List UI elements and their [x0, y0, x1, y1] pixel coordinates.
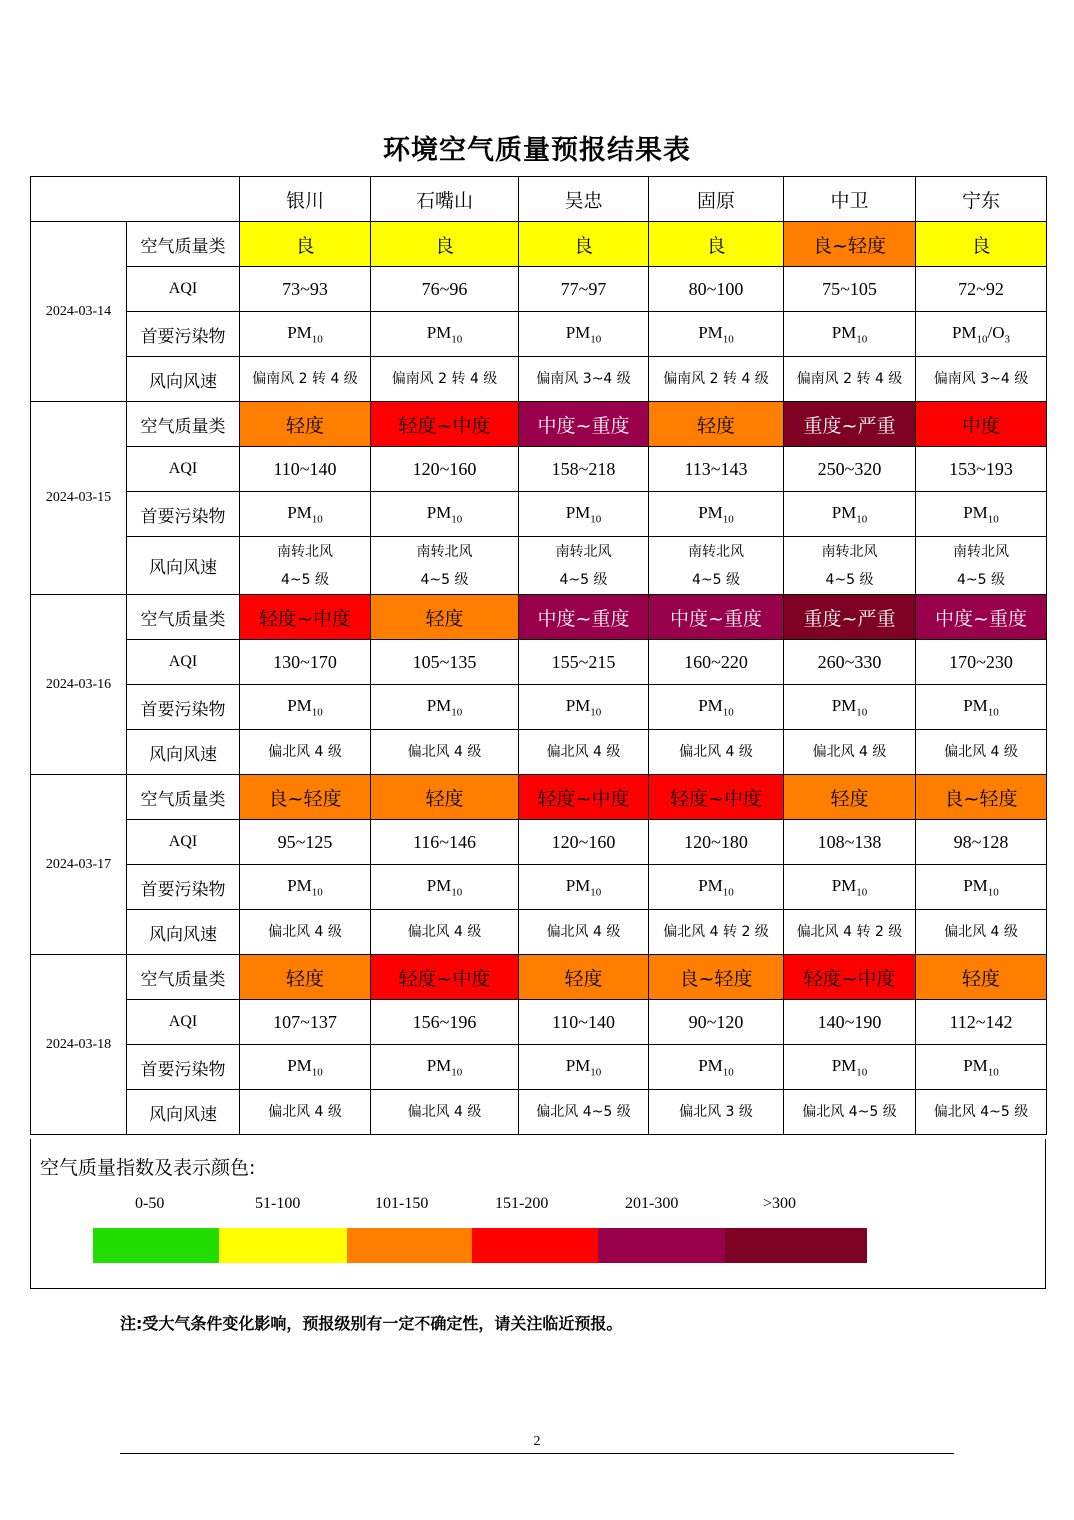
pollutant-main: PM — [951, 322, 977, 342]
pollutant-main: PM — [565, 695, 591, 715]
pollutant-main: PM — [426, 695, 452, 715]
aq-category-cell: 良 — [371, 222, 519, 267]
pollutant-cell — [519, 1045, 649, 1090]
wind-cell — [916, 730, 1047, 775]
aqi-range-cell: 112~142 — [916, 1000, 1047, 1045]
legend-range-label: 201-300 — [625, 1195, 679, 1212]
pollutant-main: PM — [426, 502, 452, 522]
wind-line: 偏北风 4 级 — [407, 744, 482, 760]
pollutant-row — [31, 685, 1047, 730]
pollutant-sub: 10 — [590, 513, 602, 526]
pollutant-main: PM — [287, 875, 312, 895]
header-row — [31, 177, 1047, 222]
aqi-range-cell: 140~190 — [784, 1000, 916, 1045]
pollutant-sub: 10 — [451, 1066, 463, 1079]
row-label-aqi: AQI — [127, 640, 240, 685]
wind-cell — [649, 357, 784, 402]
pollutant-main: PM — [831, 1055, 857, 1075]
aq-category-cell: 中度~重度 — [649, 595, 784, 640]
aqi-row — [31, 1000, 1047, 1045]
pollutant-sub: 10 — [311, 513, 323, 526]
pollutant-sub: 10 — [987, 1066, 999, 1079]
row-label-wind: 风向风速 — [127, 357, 240, 402]
pollutant-sub: 10 — [311, 1066, 323, 1079]
aq-category-cell: 中度~重度 — [519, 402, 649, 447]
row-label-wind: 风向风速 — [127, 537, 240, 595]
aqi-range-cell: 76~96 — [371, 267, 519, 312]
wind-line: 偏南风 2 转 4 级 — [391, 371, 498, 387]
aq-category-cell: 中度~重度 — [916, 595, 1047, 640]
aq-category-cell: 轻度 — [784, 775, 916, 820]
pollutant-cell — [519, 492, 649, 537]
aqi-range-cell: 130~170 — [240, 640, 371, 685]
pollutant-sub: 10 — [451, 886, 463, 899]
pollutant-cell — [784, 492, 916, 537]
wind-cell — [240, 357, 371, 402]
row-label-wind: 风向风速 — [127, 730, 240, 775]
wind-line: 偏北风 4~5 级 — [933, 1104, 1029, 1120]
wind-cell — [916, 910, 1047, 955]
wind-line: 偏北风 4 级 — [407, 1104, 482, 1120]
wind-line: 南转北风 — [277, 543, 333, 560]
aqi-range-cell: 110~140 — [519, 1000, 649, 1045]
pollutant-sub: 10 — [987, 706, 999, 719]
pollutant-cell — [784, 685, 916, 730]
pollutant-sub: 10 — [590, 706, 602, 719]
aq-category-cell: 中度~重度 — [519, 595, 649, 640]
wind-line: 偏北风 3 级 — [679, 1104, 753, 1120]
aqi-range-cell: 120~160 — [519, 820, 649, 865]
aqi-row — [31, 640, 1047, 685]
aqi-range-cell: 155~215 — [519, 640, 649, 685]
aq-category-cell: 良~轻度 — [784, 222, 916, 267]
pollutant-sub: 10 — [856, 513, 868, 526]
city-header: 中卫 — [784, 177, 916, 222]
row-label-pollutant: 首要污染物 — [127, 492, 240, 537]
wind-cell — [784, 537, 916, 595]
pollutant-main: PM — [565, 322, 591, 342]
pollutant-cell — [784, 865, 916, 910]
pollutant-sub2: 3 — [1004, 333, 1011, 346]
legend-title: 空气质量指数及表示颜色: — [40, 1157, 256, 1179]
aqi-legend — [30, 1139, 1046, 1289]
pollutant-cell — [916, 312, 1047, 357]
pollutant-cell — [916, 685, 1047, 730]
pollutant-sub: 10 — [856, 333, 868, 346]
aqi-range-cell: 156~196 — [371, 1000, 519, 1045]
wind-line: 偏北风 4 级 — [268, 924, 342, 940]
wind-row — [31, 1090, 1047, 1135]
pollutant-cell — [916, 492, 1047, 537]
pollutant-row — [31, 312, 1047, 357]
wind-cell — [371, 730, 519, 775]
pollutant-cell — [240, 312, 371, 357]
pollutant-row — [31, 1045, 1047, 1090]
city-header: 石嘴山 — [371, 177, 519, 222]
pollutant-sub: 10 — [856, 706, 868, 719]
wind-cell — [916, 537, 1047, 595]
aq-category-cell: 良~轻度 — [649, 955, 784, 1000]
pollutant-main: PM — [831, 695, 857, 715]
pollutant-row — [31, 865, 1047, 910]
pollutant-sub: 10 — [987, 886, 999, 899]
pollutant-sub: 10 — [722, 706, 734, 719]
pollutant-main: PM — [831, 875, 857, 895]
aq-category-cell: 轻度 — [519, 955, 649, 1000]
wind-line: 偏北风 4 级 — [546, 924, 621, 940]
aqi-range-cell: 77~97 — [519, 267, 649, 312]
aq-category-cell: 轻度 — [371, 595, 519, 640]
pollutant-sub: 10 — [311, 706, 323, 719]
wind-cell — [784, 730, 916, 775]
aqi-range-cell: 170~230 — [916, 640, 1047, 685]
aq-row — [31, 955, 1047, 1000]
aq-category-cell: 良 — [240, 222, 371, 267]
aq-category-cell: 轻度 — [916, 955, 1047, 1000]
pollutant-sub: 10 — [856, 886, 868, 899]
forecast-note: 注:受大气条件变化影响，预报级别有一定不确定性，请关注临近预报。 — [120, 1314, 623, 1333]
pollutant-cell — [371, 312, 519, 357]
pollutant-cell — [784, 312, 916, 357]
pollutant-cell — [649, 1045, 784, 1090]
footer-divider — [120, 1453, 954, 1454]
pollutant-cell — [519, 312, 649, 357]
wind-cell — [649, 1090, 784, 1135]
wind-line: 偏北风 4 级 — [546, 744, 621, 760]
forecast-date: 2024-03-18 — [31, 955, 127, 1135]
aqi-range-cell: 75~105 — [784, 267, 916, 312]
legend-range-label: 151-200 — [495, 1195, 549, 1212]
pollutant-main: PM — [963, 695, 988, 715]
pollutant-sub: 10 — [987, 513, 999, 526]
pollutant-cell — [519, 685, 649, 730]
forecast-date: 2024-03-14 — [31, 222, 127, 402]
row-label-pollutant: 首要污染物 — [127, 1045, 240, 1090]
row-label-aqi: AQI — [127, 267, 240, 312]
wind-cell — [519, 730, 649, 775]
wind-line: 偏北风 4 级 — [268, 744, 342, 760]
aq-category-cell: 中度 — [916, 402, 1047, 447]
pollutant-cell — [240, 865, 371, 910]
row-label-aq: 空气质量类 — [127, 222, 240, 267]
forecast-date: 2024-03-17 — [31, 775, 127, 955]
pollutant-rest: /O — [987, 322, 1005, 342]
aq-category-cell: 轻度~中度 — [519, 775, 649, 820]
pollutant-sub: 10 — [722, 886, 734, 899]
wind-line: 南转北风 — [953, 543, 1009, 560]
aqi-range-cell: 110~140 — [240, 447, 371, 492]
pollutant-sub: 10 — [590, 1066, 602, 1079]
legend-color-swatch — [725, 1228, 867, 1263]
page-number: 2 — [533, 1434, 541, 1449]
pollutant-sub: 10 — [722, 513, 734, 526]
pollutant-cell — [240, 492, 371, 537]
legend-color-swatch — [93, 1228, 219, 1263]
pollutant-main: PM — [287, 1055, 312, 1075]
wind-line: 偏北风 4 转 2 级 — [663, 924, 769, 940]
wind-cell — [371, 537, 519, 595]
row-label-aqi: AQI — [127, 1000, 240, 1045]
city-header: 宁东 — [916, 177, 1047, 222]
legend-color-swatch — [472, 1228, 598, 1263]
pollutant-main: PM — [831, 502, 857, 522]
pollutant-sub: 10 — [451, 333, 463, 346]
wind-cell — [784, 910, 916, 955]
row-label-pollutant: 首要污染物 — [127, 865, 240, 910]
aq-category-cell: 良 — [916, 222, 1047, 267]
pollutant-main: PM — [565, 1055, 591, 1075]
pollutant-sub: 10 — [590, 333, 602, 346]
wind-cell — [784, 357, 916, 402]
aqi-row — [31, 820, 1047, 865]
aqi-range-cell: 108~138 — [784, 820, 916, 865]
aqi-range-cell: 107~137 — [240, 1000, 371, 1045]
pollutant-sub: 10 — [856, 1066, 868, 1079]
pollutant-main: PM — [565, 875, 591, 895]
row-label-aq: 空气质量类 — [127, 595, 240, 640]
pollutant-main: PM — [287, 502, 312, 522]
wind-row — [31, 357, 1047, 402]
wind-line: 偏北风 4 转 2 级 — [796, 924, 903, 940]
wind-cell — [240, 537, 371, 595]
wind-cell — [371, 1090, 519, 1135]
pollutant-cell — [519, 865, 649, 910]
aqi-range-cell: 260~330 — [784, 640, 916, 685]
forecast-table — [30, 176, 1047, 1135]
aq-row — [31, 775, 1047, 820]
wind-line: 偏南风 2 转 4 级 — [252, 371, 358, 387]
wind-line: 4~5 级 — [692, 571, 740, 588]
pollutant-main: PM — [963, 875, 988, 895]
wind-line: 4~5 级 — [559, 571, 608, 588]
aq-category-cell: 重度~严重 — [784, 595, 916, 640]
pollutant-main: PM — [287, 322, 312, 342]
row-label-wind: 风向风速 — [127, 910, 240, 955]
wind-cell — [519, 357, 649, 402]
wind-line: 偏南风 2 转 4 级 — [663, 371, 769, 387]
pollutant-main: PM — [287, 695, 312, 715]
wind-line: 4~5 级 — [957, 571, 1005, 588]
wind-cell — [519, 910, 649, 955]
pollutant-cell — [916, 1045, 1047, 1090]
wind-line: 偏北风 4 级 — [944, 744, 1018, 760]
wind-line: 南转北风 — [416, 543, 473, 560]
wind-row — [31, 730, 1047, 775]
wind-line: 偏北风 4~5 级 — [802, 1104, 897, 1120]
wind-cell — [371, 357, 519, 402]
wind-row — [31, 537, 1047, 595]
pollutant-main: PM — [565, 502, 591, 522]
aq-row — [31, 595, 1047, 640]
pollutant-main: PM — [698, 502, 723, 522]
legend-color-swatch — [347, 1228, 472, 1263]
pollutant-cell — [649, 685, 784, 730]
wind-cell — [240, 730, 371, 775]
pollutant-cell — [649, 312, 784, 357]
city-header: 银川 — [240, 177, 371, 222]
legend-range-label: 51-100 — [255, 1195, 301, 1212]
aqi-range-cell: 95~125 — [240, 820, 371, 865]
legend-range-label: >300 — [763, 1195, 797, 1212]
aqi-range-cell: 98~128 — [916, 820, 1047, 865]
wind-line: 偏南风 3~4 级 — [933, 371, 1029, 387]
pollutant-sub: 10 — [590, 886, 602, 899]
aq-category-cell: 轻度~中度 — [649, 775, 784, 820]
pollutant-row — [31, 492, 1047, 537]
pollutant-cell — [240, 685, 371, 730]
aqi-range-cell: 153~193 — [916, 447, 1047, 492]
row-label-aq: 空气质量类 — [127, 402, 240, 447]
pollutant-cell — [240, 1045, 371, 1090]
row-label-pollutant: 首要污染物 — [127, 312, 240, 357]
pollutant-main: PM — [426, 1055, 452, 1075]
wind-cell — [240, 1090, 371, 1135]
aqi-range-cell: 113~143 — [649, 447, 784, 492]
legend-range-label: 0-50 — [135, 1195, 165, 1212]
pollutant-sub: 10 — [451, 706, 463, 719]
wind-line: 偏北风 4 级 — [268, 1104, 342, 1120]
pollutant-cell — [371, 492, 519, 537]
city-header: 固原 — [649, 177, 784, 222]
wind-cell — [916, 1090, 1047, 1135]
pollutant-sub: 10 — [311, 886, 323, 899]
aq-category-cell: 良~轻度 — [240, 775, 371, 820]
aq-category-cell: 轻度 — [371, 775, 519, 820]
pollutant-main: PM — [963, 502, 988, 522]
aqi-range-cell: 120~180 — [649, 820, 784, 865]
wind-cell — [916, 357, 1047, 402]
aqi-range-cell: 105~135 — [371, 640, 519, 685]
aqi-range-cell: 160~220 — [649, 640, 784, 685]
wind-cell — [784, 1090, 916, 1135]
wind-line: 南转北风 — [688, 543, 744, 560]
pollutant-sub: 10 — [976, 333, 988, 346]
aq-category-cell: 良 — [649, 222, 784, 267]
pollutant-main: PM — [698, 875, 723, 895]
pollutant-sub: 10 — [311, 333, 323, 346]
pollutant-main: PM — [698, 695, 723, 715]
aq-category-cell: 良~轻度 — [916, 775, 1047, 820]
wind-cell — [649, 910, 784, 955]
aq-category-cell: 轻度 — [240, 955, 371, 1000]
wind-line: 偏南风 2 转 4 级 — [796, 371, 903, 387]
wind-row — [31, 910, 1047, 955]
aq-category-cell: 重度~严重 — [784, 402, 916, 447]
legend-color-swatch — [219, 1228, 347, 1263]
pollutant-sub: 10 — [722, 333, 734, 346]
pollutant-cell — [371, 865, 519, 910]
pollutant-main: PM — [426, 875, 452, 895]
row-label-aq: 空气质量类 — [127, 775, 240, 820]
aqi-range-cell: 120~160 — [371, 447, 519, 492]
wind-line: 4~5 级 — [281, 571, 329, 588]
forecast-date: 2024-03-16 — [31, 595, 127, 775]
aq-category-cell: 轻度 — [240, 402, 371, 447]
city-header: 吴忠 — [519, 177, 649, 222]
pollutant-main: PM — [426, 322, 452, 342]
aqi-range-cell: 116~146 — [371, 820, 519, 865]
aq-category-cell: 良 — [519, 222, 649, 267]
wind-line: 偏北风 4 级 — [407, 924, 482, 940]
wind-line: 南转北风 — [555, 543, 612, 560]
aq-category-cell: 轻度~中度 — [240, 595, 371, 640]
pollutant-cell — [371, 685, 519, 730]
legend-color-swatch — [598, 1228, 725, 1263]
row-label-aq: 空气质量类 — [127, 955, 240, 1000]
aq-row — [31, 402, 1047, 447]
aqi-row — [31, 447, 1047, 492]
row-label-wind: 风向风速 — [127, 1090, 240, 1135]
pollutant-cell — [784, 1045, 916, 1090]
aqi-range-cell: 73~93 — [240, 267, 371, 312]
aq-category-cell: 轻度 — [649, 402, 784, 447]
aqi-range-cell: 80~100 — [649, 267, 784, 312]
row-label-aqi: AQI — [127, 447, 240, 492]
wind-cell — [649, 730, 784, 775]
wind-line: 偏北风 4 级 — [944, 924, 1018, 940]
aqi-range-cell: 250~320 — [784, 447, 916, 492]
pollutant-cell — [649, 492, 784, 537]
page-title: 环境空气质量预报结果表 — [383, 135, 691, 166]
header-corner — [31, 177, 240, 222]
pollutant-cell — [916, 865, 1047, 910]
wind-line: 4~5 级 — [420, 571, 469, 588]
aq-row — [31, 222, 1047, 267]
wind-cell — [519, 537, 649, 595]
aqi-row — [31, 267, 1047, 312]
wind-line: 偏北风 4 级 — [679, 744, 753, 760]
aq-category-cell: 轻度~中度 — [371, 955, 519, 1000]
wind-line: 偏北风 4~5 级 — [536, 1104, 631, 1120]
wind-cell — [649, 537, 784, 595]
pollutant-main: PM — [698, 322, 723, 342]
aq-category-cell: 轻度~中度 — [371, 402, 519, 447]
aqi-range-cell: 72~92 — [916, 267, 1047, 312]
pollutant-cell — [649, 865, 784, 910]
wind-line: 偏南风 3~4 级 — [536, 371, 631, 387]
pollutant-sub: 10 — [451, 513, 463, 526]
legend-range-label: 101-150 — [375, 1195, 429, 1212]
pollutant-cell — [371, 1045, 519, 1090]
wind-line: 4~5 级 — [825, 571, 874, 588]
aqi-range-cell: 90~120 — [649, 1000, 784, 1045]
wind-cell — [519, 1090, 649, 1135]
pollutant-main: PM — [831, 322, 857, 342]
wind-line: 偏北风 4 级 — [812, 744, 887, 760]
forecast-date: 2024-03-15 — [31, 402, 127, 595]
wind-cell — [240, 910, 371, 955]
pollutant-sub: 10 — [722, 1066, 734, 1079]
pollutant-main: PM — [963, 1055, 988, 1075]
aqi-range-cell: 158~218 — [519, 447, 649, 492]
row-label-pollutant: 首要污染物 — [127, 685, 240, 730]
wind-line: 南转北风 — [821, 543, 878, 560]
row-label-aqi: AQI — [127, 820, 240, 865]
pollutant-main: PM — [698, 1055, 723, 1075]
wind-cell — [371, 910, 519, 955]
aq-category-cell: 轻度~中度 — [784, 955, 916, 1000]
